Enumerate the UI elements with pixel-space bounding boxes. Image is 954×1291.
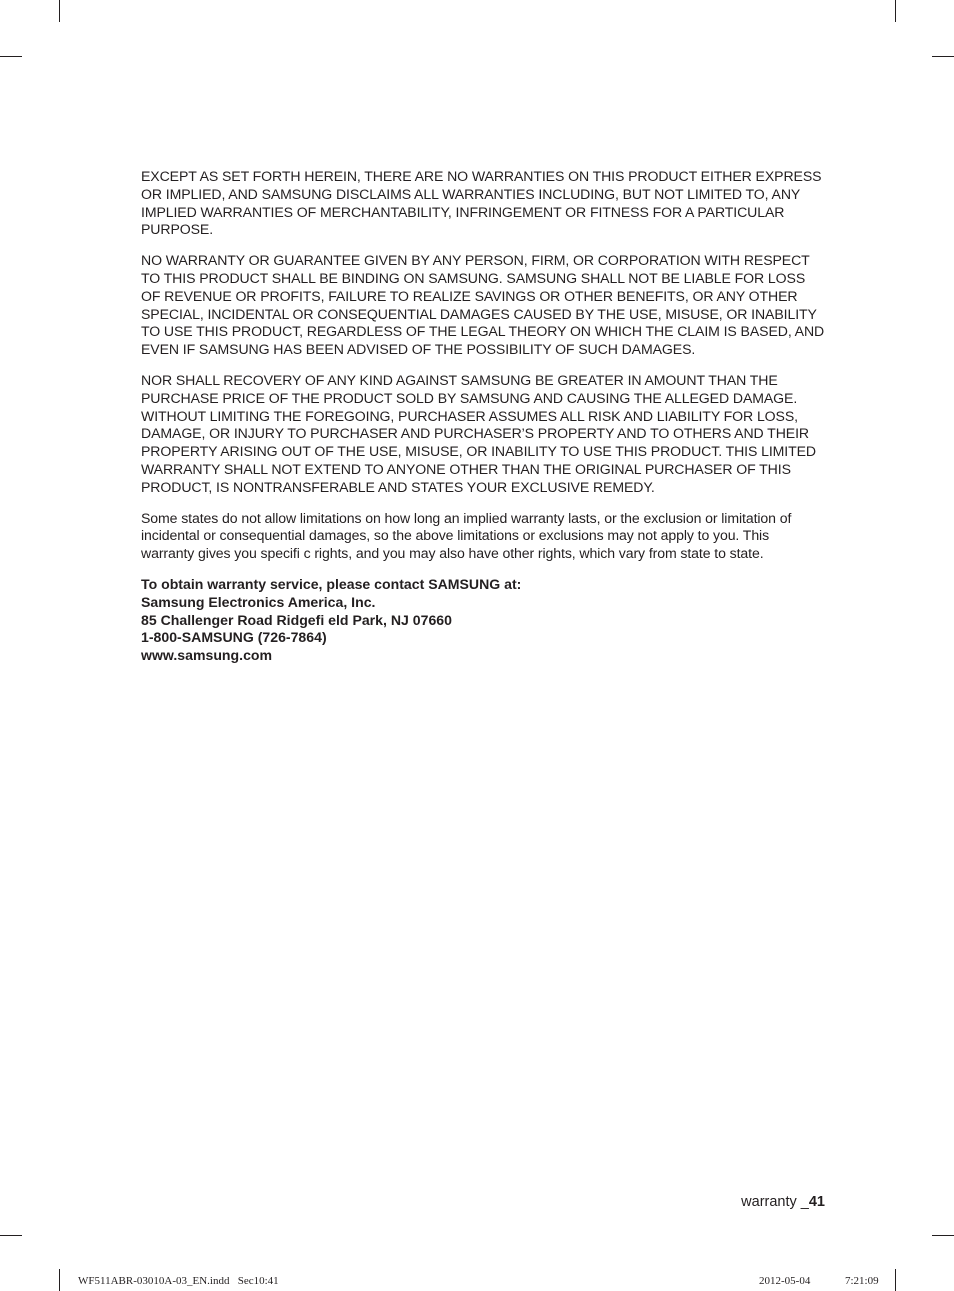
crop-mark-bottom-left-vertical (59, 1269, 60, 1291)
crop-mark-bottom-right-horizontal (932, 1235, 954, 1236)
crop-mark-bottom-right-vertical (895, 1269, 896, 1291)
contact-website: www.samsung.com (141, 647, 273, 664)
page-footer (741, 1193, 825, 1211)
crop-mark-top-right-vertical (895, 0, 896, 22)
crop-mark-top-right-horizontal (932, 56, 954, 57)
warranty-paragraph-4: Some states do not allow limitations on how long an implied warranty lasts, or the exclusion or limitation of incidental or consequential damages, so the above limitations or exclusions may not apply to you. This warranty gives you specifi c rights, and you may also have other rights, which vary from state to state. (141, 509, 792, 562)
slug-filename: WF511ABR-03010A-03_EN.indd Sec10:41 (78, 1275, 279, 1287)
warranty-paragraph-1: EXCEPT AS SET FORTH HEREIN, THERE ARE NO WARRANTIES ON THIS PRODUCT EITHER EXPRESS OR IMPLIED, AND SAMSUNG DISCLAIMS ALL WARRANTIES INCLUDING, BUT NOT LIMITED TO, ANY IMPLIED WARRANTIES OF MERCHANTABILITY, INFRINGEMENT OR FITNESS FOR A PARTICULAR PURPOSE. (141, 168, 822, 238)
contact-phone: 1-800-SAMSUNG (726-7864) (141, 629, 327, 646)
slug-time: 7:21:09 (845, 1275, 879, 1287)
warranty-paragraph-3: NOR SHALL RECOVERY OF ANY KIND AGAINST SAMSUNG BE GREATER IN AMOUNT THAN THE PURCHASE PRICE OF THE PRODUCT SOLD BY SAMSUNG AND CAUSING THE ALLEGED DAMAGE. WITHOUT LIMITING THE FOREGOING, PURCHASER ASSUMES ALL RISK AND LIABILITY FOR LOSS, DAMAGE, OR INJURY TO PURCHASER AND PURCHASER’S PROPERTY AND TO OTHERS AND THEIR PROPERTY ARISING OUT OF THE USE, MISUSE, OR INABILITY TO USE THIS PRODUCT. THIS LIMITED WARRANTY SHALL NOT EXTEND TO ANYONE OTHER THAN THE ORIGINAL PURCHASER OF THIS PRODUCT, IS NONTRANSFERABLE AND STATES YOUR EXCLUSIVE REMEDY. (141, 371, 816, 495)
contact-address: 85 Challenger Road Ridgefi eld Park, NJ 07660 (141, 611, 452, 628)
warranty-paragraph-2: NO WARRANTY OR GUARANTEE GIVEN BY ANY PERSON, FIRM, OR CORPORATION WITH RESPECT TO THIS PRODUCT SHALL BE BINDING ON SAMSUNG. SAMSUNG SHALL NOT BE LIABLE FOR LOSS OF REVENUE OR PROFITS, FAILURE TO REALIZE SAVINGS OR OTHER BENEFITS, OR ANY OTHER SPECIAL, INCIDENTAL OR CONSEQUENTIAL DAMAGES CAUSED BY THE USE, MISUSE, OR INABILITY TO USE THIS PRODUCT, REGARDLESS OF THE LEGAL THEORY ON WHICH THE CLAIM IS BASED, AND EVEN IF SAMSUNG HAS BEEN ADVISED OF THE POSSIBILITY OF SUCH DAMAGES. (141, 252, 825, 358)
warranty-content (141, 168, 825, 665)
contact-heading: To obtain warranty service, please contact SAMSUNG at: (141, 575, 522, 592)
footer-section-label: warranty _ (741, 1194, 809, 1210)
contact-block (141, 576, 825, 665)
crop-mark-bottom-left-horizontal (0, 1235, 22, 1236)
page-number: 41 (808, 1194, 825, 1210)
crop-mark-top-left-vertical (59, 0, 60, 22)
slug-date: 2012-05-04 (759, 1275, 811, 1287)
contact-company: Samsung Electronics America, Inc. (141, 593, 376, 610)
crop-mark-top-left-horizontal (0, 56, 22, 57)
